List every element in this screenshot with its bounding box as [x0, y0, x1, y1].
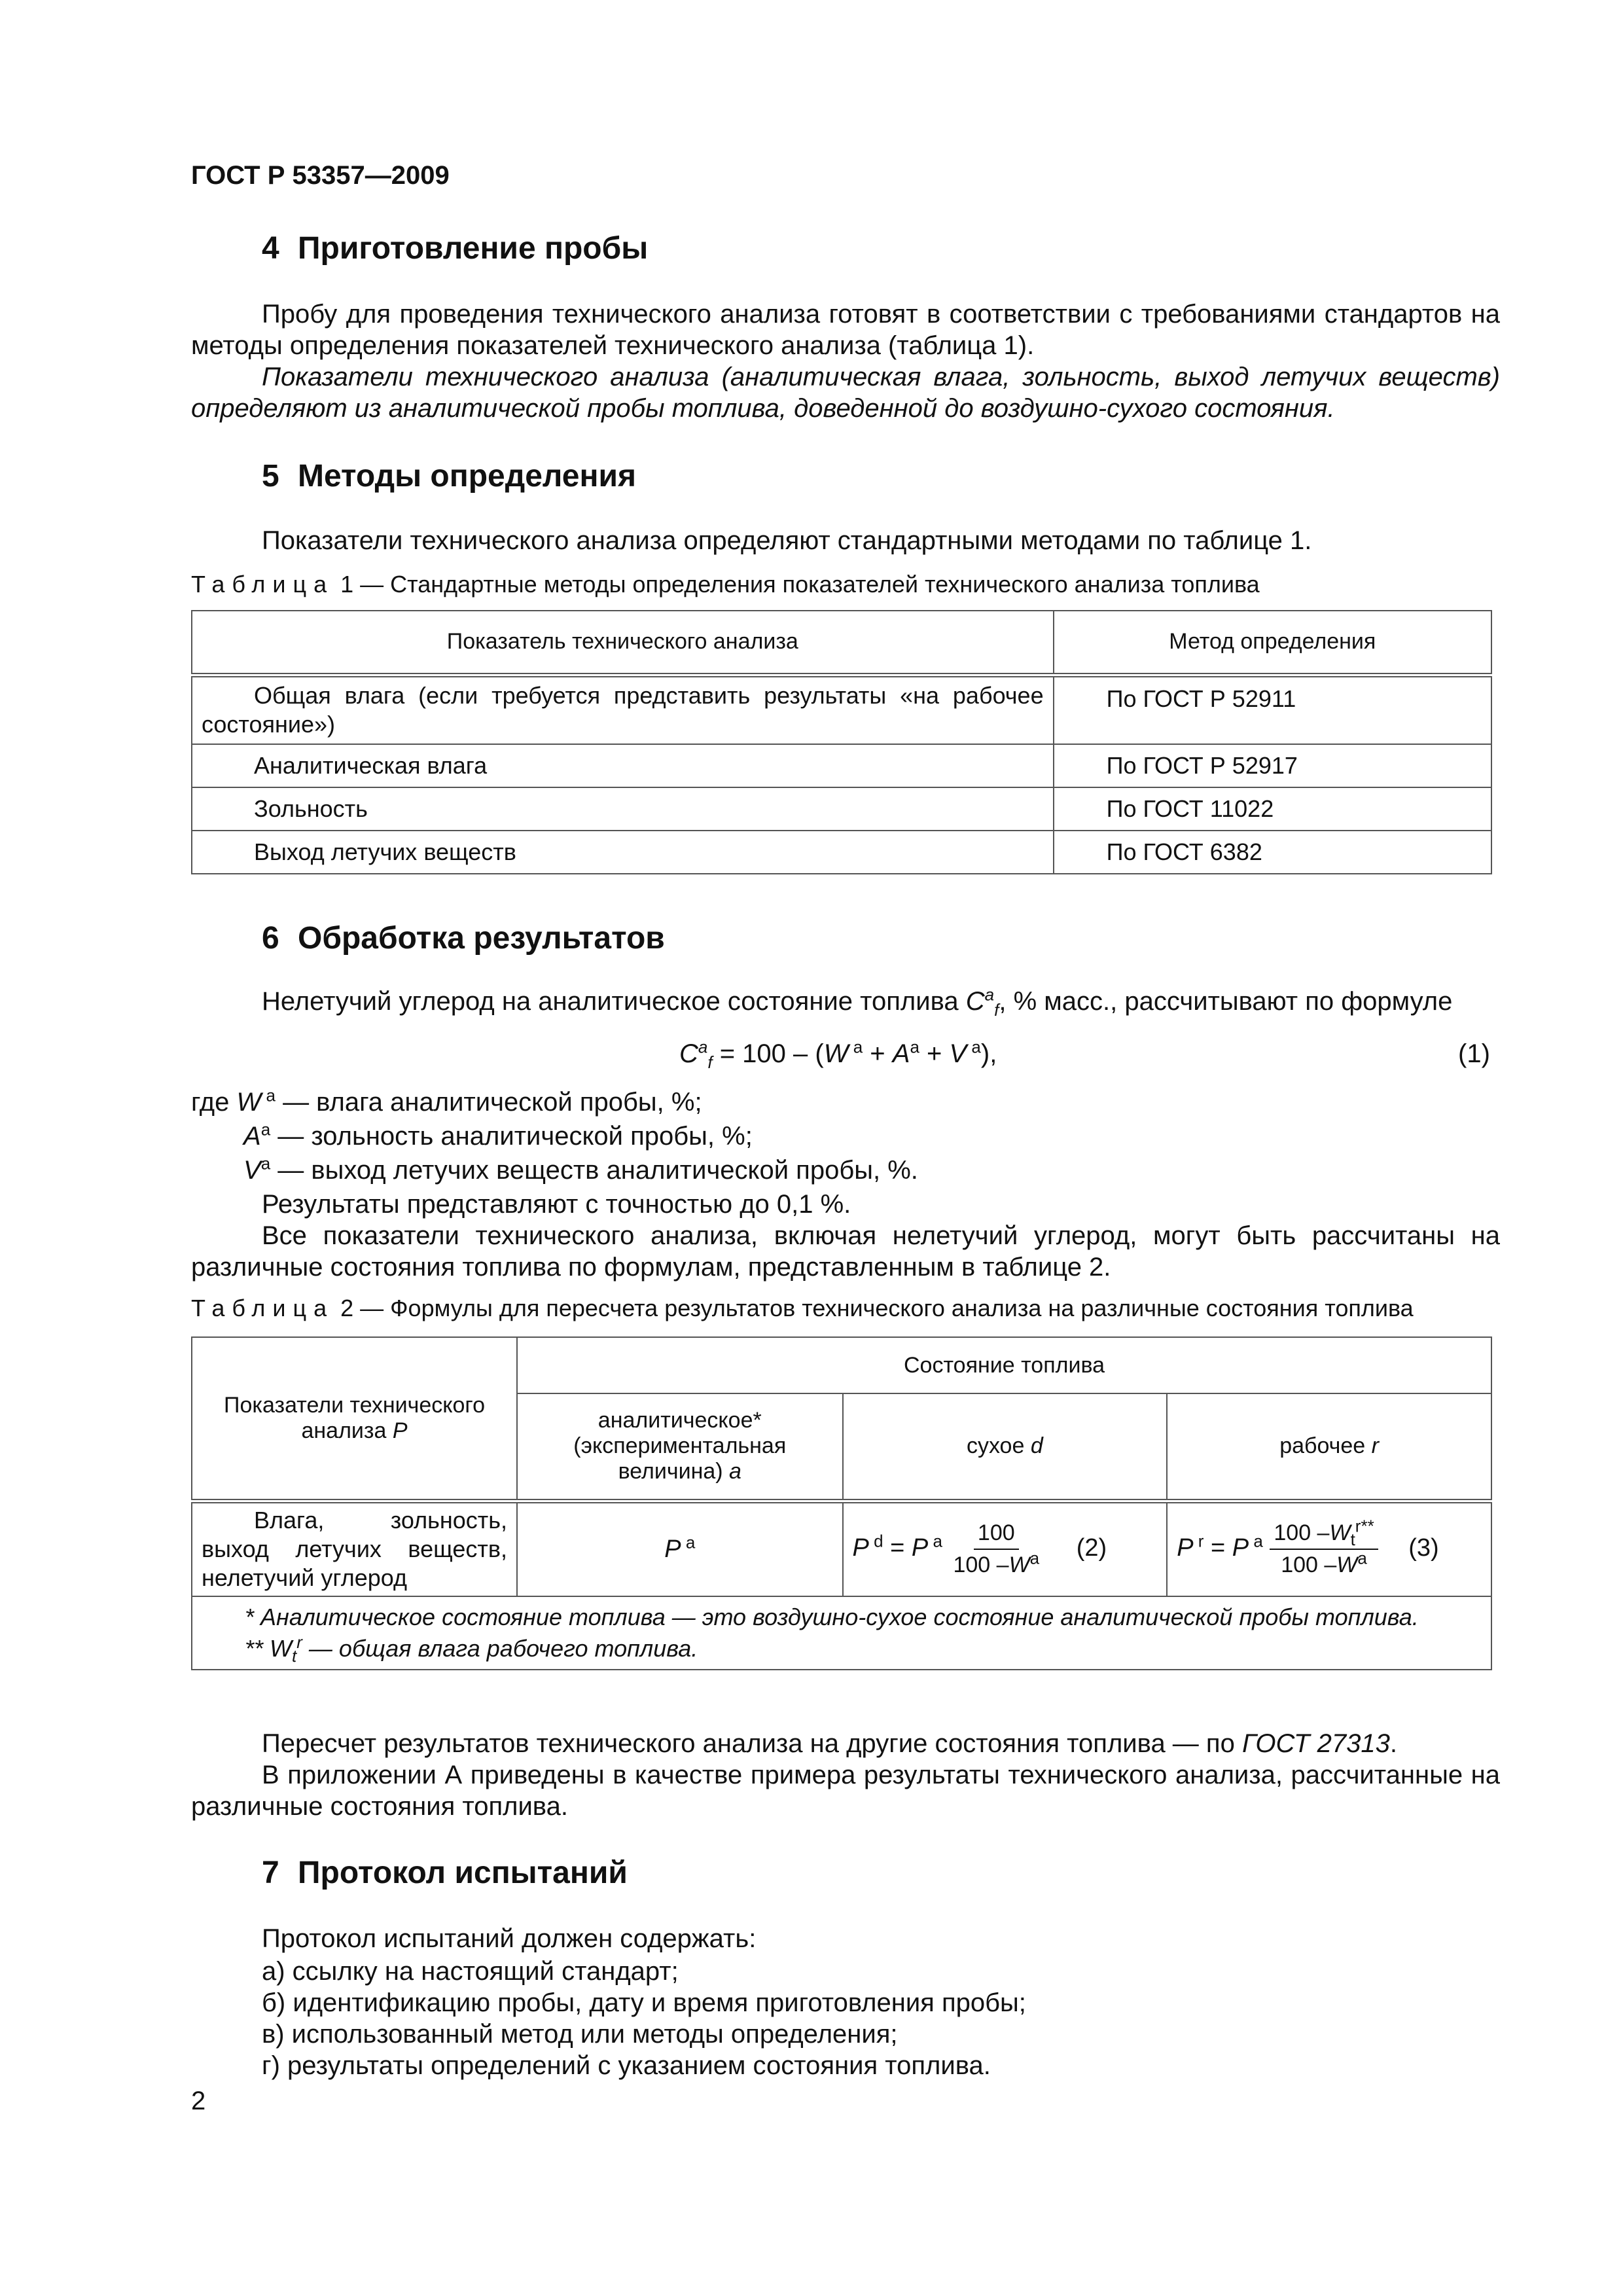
- header-cell: Показатель технического анализа: [192, 611, 1054, 675]
- section-number: 4: [262, 231, 279, 266]
- definition-v: $V^a$ — выход летучих веществ аналитической пробы, %.: [243, 1153, 918, 1185]
- header-text: аналитическое* (экспериментальная величина): [573, 1408, 787, 1484]
- numerator: 100 $-W_t^{r**}$: [1270, 1520, 1378, 1550]
- note: ** $W_t^r$ — общая влага рабочего топлива.: [245, 1632, 698, 1666]
- table-1: [191, 610, 1492, 874]
- equation-number: (2): [1076, 1534, 1107, 1562]
- list-item: а) ссылку на настоящий стандарт;: [262, 1957, 679, 1986]
- text: где: [191, 1088, 237, 1117]
- denominator: 100 $-W^a$: [953, 1548, 1040, 1578]
- paragraph: Пробу для проведения технического анализа готовят в соответствии с требованиями стандартов на методы определения показателей технического анализа (таблица 1).: [191, 300, 1500, 360]
- table-caption-text: 2 — Формулы для пересчета результатов технического анализа на различные состояния топлива: [334, 1295, 1414, 1321]
- section-6-heading: [262, 920, 665, 956]
- section-number: 6: [262, 921, 279, 956]
- table-cell: Общая влага (если требуется представить результаты «на рабочее состояние»): [192, 675, 1054, 744]
- section-4-text: [191, 298, 1500, 424]
- table-cell: По ГОСТ 6382: [1054, 831, 1491, 874]
- table-cell: По ГОСТ 11022: [1054, 787, 1491, 831]
- text: — выход летучих веществ аналитической пробы, %.: [270, 1156, 918, 1185]
- formula-cell: P $^d$ = P $^a$ $\frac{100}{100 -W^a}$ (2): [843, 1501, 1168, 1596]
- definition-a: $A^a$ — зольность аналитической пробы, %;: [243, 1119, 753, 1151]
- section-number: 5: [262, 459, 279, 493]
- page-number: 2: [191, 2087, 206, 2115]
- header-text: сухое: [966, 1433, 1031, 1459]
- list-item: б) идентификацию пробы, дату и время приготовления пробы;: [262, 1988, 1026, 2017]
- formula-text: = 100 – (: [712, 1039, 824, 1068]
- section-5-text: [191, 525, 1500, 556]
- fraction: [1270, 1516, 1378, 1578]
- formula-cell: P $^r$ = P $^a$ $\frac{100 -W_t^{r**}}{100 -W^a}$ (3): [1167, 1501, 1491, 1596]
- table-2-caption: [191, 1295, 1414, 1322]
- header-cell: рабочее r: [1167, 1393, 1491, 1501]
- symbol: $C^a_f$: [965, 984, 999, 1020]
- text: — влага аналитической пробы, %;: [275, 1088, 702, 1117]
- table-label: Таблица: [191, 1295, 334, 1321]
- section-title: Методы определения: [298, 459, 636, 493]
- table-1-caption: [191, 571, 1260, 598]
- table-row: [192, 744, 1491, 787]
- table-cell: Зольность: [192, 787, 1054, 831]
- paragraph: Пересчет результатов технического анализа на другие состояния топлива — по ГОСТ 27313.: [262, 1729, 1397, 1758]
- formula-cell: P $^a$: [517, 1501, 842, 1596]
- table-cell: По ГОСТ Р 52911: [1054, 675, 1491, 744]
- paragraph: Показатели технического анализа определяют стандартными методами по таблице 1.: [262, 526, 1312, 555]
- fraction: [949, 1520, 1043, 1578]
- table-row: [192, 787, 1491, 831]
- standard-reference: ГОСТ 27313: [1241, 1729, 1390, 1758]
- section-title: Приготовление пробы: [298, 231, 649, 266]
- paragraph: Результаты представляют с точностью до 0,1 %.: [262, 1190, 851, 1219]
- table-cell: По ГОСТ Р 52917: [1054, 744, 1491, 787]
- table-notes-row: [192, 1596, 1491, 1670]
- header-cell: Показатели технического анализа P: [192, 1337, 517, 1501]
- text: Нелетучий углерод на аналитическое состояние топлива: [262, 987, 966, 1016]
- table-row: [192, 675, 1491, 744]
- table-header-row: [192, 611, 1491, 675]
- section-title: Протокол испытаний: [298, 1856, 628, 1890]
- note: * Аналитическое состояние топлива — это воздушно-сухое состояние аналитической пробы топлива.: [245, 1604, 1419, 1630]
- table-caption-text: 1 — Стандартные методы определения показателей технического анализа топлива: [334, 571, 1260, 598]
- table-notes: [192, 1596, 1491, 1670]
- list-item: г) результаты определений с указанием состояния топлива.: [262, 2051, 991, 2080]
- post-table-text: [191, 1728, 1500, 1822]
- table-cell: Аналитическая влага: [192, 744, 1054, 787]
- section-7-heading: [262, 1855, 628, 1891]
- equation-number: (3): [1408, 1534, 1439, 1562]
- paragraph: Все показатели технического анализа, включая нелетучий углерод, могут быть рассчитаны на различные состояния топлива по формулам, представленным в таблице 2.: [191, 1221, 1500, 1282]
- section-5-heading: [262, 458, 636, 494]
- document-header: ГОСТ Р 53357—2009: [191, 161, 450, 190]
- section-6-text: [191, 1189, 1500, 1283]
- numerator: 100: [974, 1520, 1019, 1550]
- formula-1: $C^a_f = 100 - (W$ $^a + A^a + V$ $^a$),: [679, 1037, 997, 1072]
- paragraph: В приложении А приведены в качестве примера результаты технического анализа, рассчитанные на различные состояния топлива.: [191, 1761, 1500, 1821]
- table-row: [192, 831, 1491, 874]
- section-4-heading: [262, 230, 648, 266]
- denominator: 100 $-W^a$: [1281, 1548, 1367, 1578]
- paragraph: Показатели технического анализа (аналитическая влага, зольность, выход летучих веществ) определяют из аналитической пробы топлива, доведенной до воздушно-сухого состояния.: [191, 363, 1500, 423]
- formula-number: (1): [1458, 1039, 1490, 1068]
- table-cell: Влага, зольность, выход летучих веществ, нелетучий углерод: [192, 1501, 517, 1596]
- protocol-intro: Протокол испытаний должен содержать:: [262, 1924, 757, 1953]
- header-text: Показатели технического анализа: [224, 1392, 485, 1443]
- section-number: 7: [262, 1856, 279, 1890]
- formula-intro: [262, 984, 1453, 1020]
- header-cell: Метод определения: [1054, 611, 1491, 675]
- text: , % масс., рассчитывают по формуле: [999, 987, 1453, 1016]
- table-header-row: [192, 1337, 1491, 1393]
- header-cell: Состояние топлива: [517, 1337, 1491, 1393]
- section-title: Обработка результатов: [298, 921, 665, 956]
- table-label: Таблица: [191, 571, 334, 598]
- table-cell: Выход летучих веществ: [192, 831, 1054, 874]
- header-cell: сухое d: [843, 1393, 1168, 1501]
- text: — зольность аналитической пробы, %;: [270, 1122, 753, 1151]
- header-cell: аналитическое* (экспериментальная величина) a: [517, 1393, 842, 1501]
- table-row: [192, 1501, 1491, 1596]
- header-text: рабочее: [1279, 1433, 1372, 1459]
- definition-w: где W $^a$ — влага аналитической пробы, %;: [191, 1085, 702, 1117]
- list-item: в) использованный метод или методы определения;: [262, 2020, 898, 2049]
- table-2: [191, 1336, 1492, 1670]
